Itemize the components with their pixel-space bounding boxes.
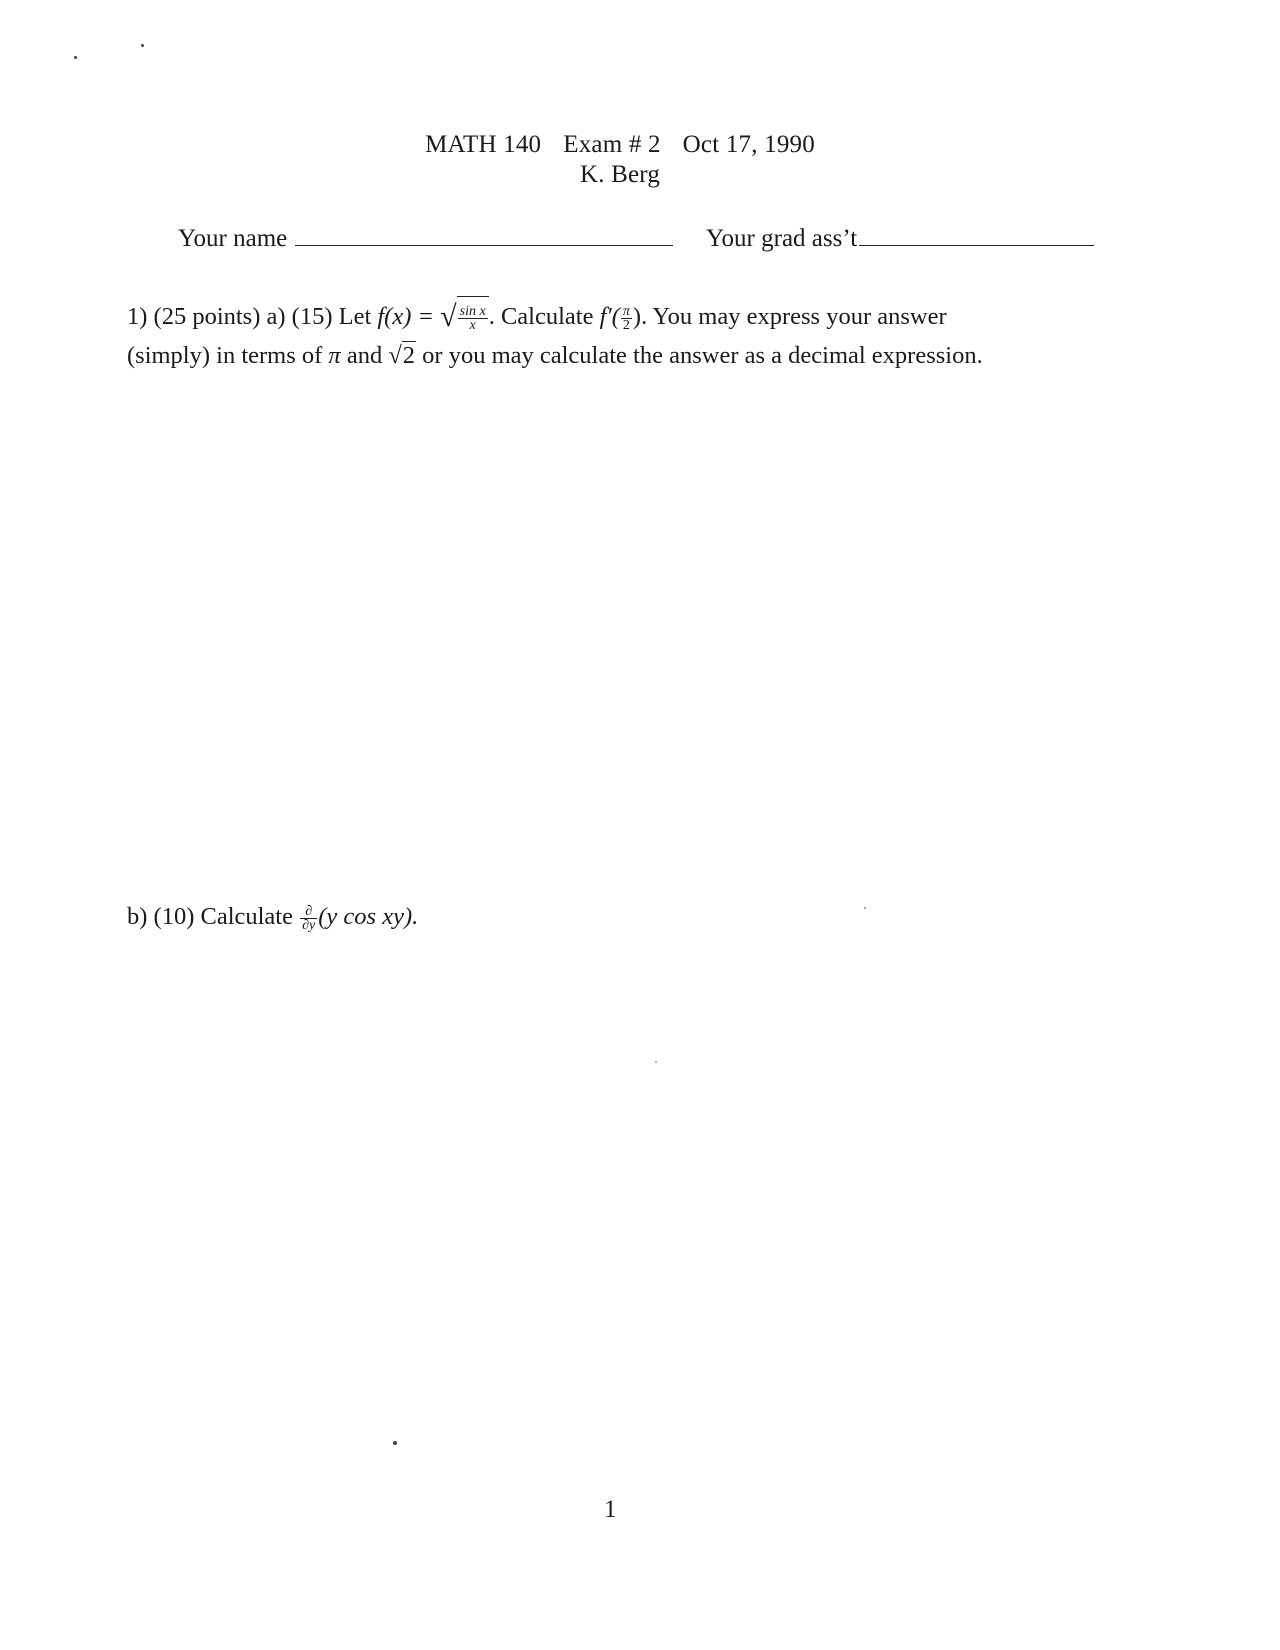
question-1b-expression: (y cos xy).: [318, 903, 419, 930]
question-1a-intro: 1) (25 points) a) (15) Let: [127, 303, 372, 330]
radicand-numerator: sin x: [459, 303, 486, 319]
radicand-denominator: x: [469, 317, 476, 333]
grad-assistant-label: Your grad ass’t: [706, 225, 858, 252]
grad-assistant-field: [706, 225, 1094, 253]
question-1b-intro: b) (10) Calculate: [127, 903, 293, 930]
name-label: Your name: [178, 225, 288, 252]
exam-header: [0, 131, 1240, 159]
pi-over-two-numerator: π: [622, 303, 630, 319]
sqrt-radicand: [457, 296, 489, 336]
pi-over-two-denominator: 2: [622, 317, 630, 333]
question-1a-and: and: [346, 342, 383, 369]
question-1a: [127, 296, 1117, 375]
pi-symbol: π: [328, 342, 341, 369]
question-1a-after: ). You may express your answer: [632, 303, 947, 330]
function-definition: f(x) =: [377, 303, 435, 330]
scan-speck: [393, 1441, 397, 1445]
name-blank-line: [295, 244, 673, 246]
sqrt2-radicand: 2: [402, 342, 416, 369]
partial-denominator: ∂y: [302, 917, 316, 933]
scan-speck: [141, 44, 144, 47]
derivative-symbol: f′(: [599, 303, 620, 330]
exam-date: Oct 17, 1990: [682, 131, 815, 158]
name-field: [178, 225, 673, 253]
exam-number: Exam # 2: [563, 131, 661, 158]
question-1b: [127, 897, 1117, 936]
page-number: 1: [604, 1496, 617, 1523]
sqrt2-symbol: √: [388, 342, 402, 369]
question-1a-line2-start: (simply) in terms of: [127, 342, 323, 369]
question-1a-line2-end: or you may calculate the answer as a decimal expression.: [422, 342, 983, 369]
scan-speck: [655, 1061, 657, 1063]
scan-speck: [864, 907, 866, 909]
sqrt-symbol: √: [440, 300, 457, 333]
grad-assistant-blank-line: [859, 244, 1094, 246]
course-title: MATH 140: [425, 131, 542, 158]
instructor-name: K. Berg: [579, 161, 661, 188]
calculate-text: . Calculate: [488, 303, 594, 330]
partial-numerator: ∂: [300, 905, 317, 919]
scan-speck: [74, 56, 77, 59]
